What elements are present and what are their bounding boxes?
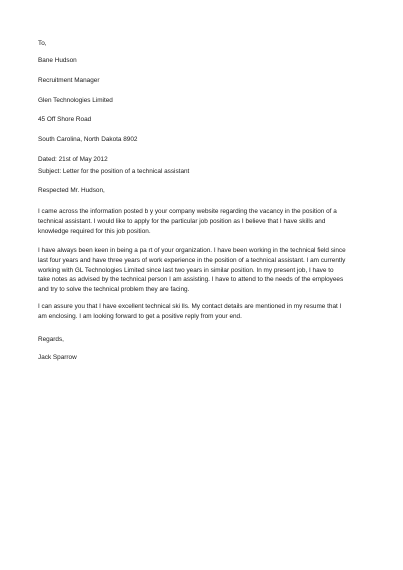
date-line: Dated: 21st of May 2012: [38, 156, 108, 163]
subject-line: Subject: Letter for the position of a technical assistant: [38, 168, 190, 175]
to-line: To,: [38, 40, 47, 47]
paragraph-line: I can assure you that I have excellent technical ski lls. My contact details are mentioned in my resume that I: [38, 303, 342, 310]
paragraph-line: I have always been keen in being a pa rt of your organization. I have been working in the technical field since: [38, 247, 346, 254]
paragraph-line: take notes as advised by the technical person I am assisting. I have to attend to the needs of the employees: [38, 276, 344, 284]
street-address: 45 Off Shore Road: [38, 116, 92, 123]
city-state: South Carolina, North Dakota 8902: [38, 136, 138, 143]
company-name: Glen Technologies Limited: [38, 97, 113, 104]
paragraph-line: knowledge required for this job position.: [38, 227, 151, 235]
paragraph-line: am enclosing. I am looking forward to get a positive reply from your end.: [38, 312, 242, 320]
paragraph-3: [38, 302, 341, 322]
signature: Jack Sparrow: [38, 354, 77, 361]
recipient-title: Recruitment Manager: [38, 77, 100, 84]
paragraph-line: technical assistant. I would like to apply for the particular job position as I believe that I have skills and: [38, 217, 326, 225]
closing: Regards,: [38, 336, 64, 343]
recipient-name: Bane Hudson: [38, 57, 77, 64]
greeting: Respected Mr. Hudson,: [38, 187, 105, 194]
paragraph-2: [38, 246, 346, 295]
paragraph-line: working with GL Technologies Limited since last two years in similar position. In my present job, I have to: [38, 266, 334, 274]
paragraph-line: last four years and have three years of work experience in the position of a technical assistant. I am currently: [38, 256, 346, 264]
paragraph-1: [38, 207, 337, 236]
paragraph-line: I came across the information posted b y your company website regarding the vacancy in the position of a: [38, 208, 337, 215]
paragraph-line: and try to solve the technical problem they are facing.: [38, 286, 190, 294]
